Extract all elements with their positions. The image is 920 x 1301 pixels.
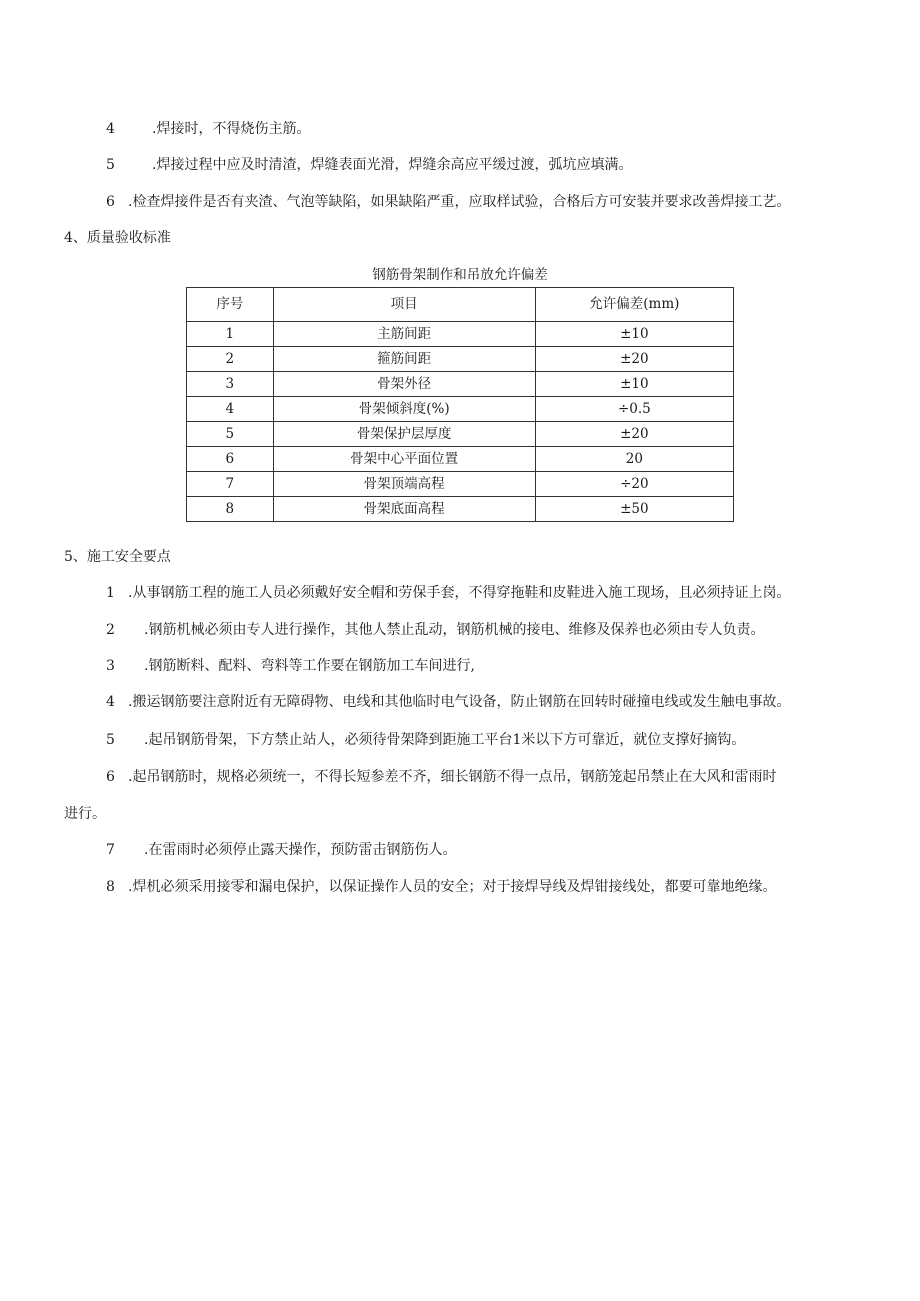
table-row <box>187 472 734 497</box>
item-text: .焊接时，不得烧伤主筋。 <box>152 121 311 137</box>
table-caption: 钢筋骨架制作和吊放允许偏差 <box>372 267 548 283</box>
weld-item-4 <box>106 119 310 139</box>
cell-number: 2 <box>187 347 274 372</box>
weld-item-6 <box>106 192 790 212</box>
header-cell-item: 项目 <box>273 288 535 322</box>
item-number: 6 <box>106 194 115 210</box>
header-cell-number: 序号 <box>187 288 274 322</box>
cell-number: 1 <box>187 322 274 347</box>
item-number: 2 <box>106 622 115 638</box>
section-4-title: 4、质量验收标准 <box>64 230 171 246</box>
table-row <box>187 447 734 472</box>
table-row <box>187 422 734 447</box>
table-row <box>187 322 734 347</box>
safety-item-8 <box>106 877 776 897</box>
cell-tolerance: 20 <box>535 447 733 472</box>
cell-number: 6 <box>187 447 274 472</box>
item-text: .在雷雨时必须停止露天操作，预防雷击钢筋伤人。 <box>144 842 457 858</box>
safety-item-5 <box>106 730 745 750</box>
item-text: .钢筋机械必须由专人进行操作，其他人禁止乱动，钢筋机械的接电、维修及保养也必须由专人负责。 <box>144 622 765 638</box>
weld-item-5 <box>106 155 632 175</box>
cell-tolerance: ±20 <box>535 347 733 372</box>
cell-item: 骨架中心平面位置 <box>273 447 535 472</box>
cell-tolerance: ±50 <box>535 497 733 522</box>
item-number: 7 <box>106 842 115 858</box>
table-row <box>187 397 734 422</box>
item-text: .钢筋断料、配料、弯料等工作要在钢筋加工车间进行, <box>144 658 475 674</box>
cell-item: 骨架顶端高程 <box>273 472 535 497</box>
item-text: .焊机必须采用接零和漏电保护，以保证操作人员的安全；对于接焊导线及焊钳接线处，都要可靠地绝缘。 <box>128 879 777 895</box>
item-number: 1 <box>106 585 115 601</box>
cell-number: 7 <box>187 472 274 497</box>
cell-number: 4 <box>187 397 274 422</box>
cell-tolerance: ±20 <box>535 422 733 447</box>
safety-item-1 <box>106 583 790 603</box>
item-number: 5 <box>106 732 115 748</box>
item-text: .起吊钢筋骨架，下方禁止站人，必须待骨架降到距施工平台1米以下方可靠近，就位支撑好摘钩。 <box>144 732 746 748</box>
section-5-title: 5、施工安全要点 <box>64 549 171 565</box>
item-number: 4 <box>106 121 115 137</box>
cell-number: 3 <box>187 372 274 397</box>
cell-item: 骨架保护层厚度 <box>273 422 535 447</box>
cell-tolerance: ±10 <box>535 322 733 347</box>
item-number: 6 <box>106 769 115 785</box>
table-header-row <box>187 288 734 322</box>
cell-tolerance: ±10 <box>535 372 733 397</box>
cell-item: 骨架外径 <box>273 372 535 397</box>
item-text: .从事钢筋工程的施工人员必须戴好安全帽和劳保手套，不得穿拖鞋和皮鞋进入施工现场，且必须持证上岗。 <box>128 585 791 601</box>
cell-item: 箍筋间距 <box>273 347 535 372</box>
table-row <box>187 372 734 397</box>
item-text: .检查焊接件是否有夹渣、气泡等缺陷，如果缺陷严重，应取样试验，合格后方可安装并要求改善焊接工艺。 <box>128 194 791 210</box>
header-cell-tolerance: 允许偏差(mm) <box>535 288 733 322</box>
safety-item-7 <box>106 840 456 860</box>
safety-item-6-continuation: 进行。 <box>64 806 106 822</box>
cell-number: 5 <box>187 422 274 447</box>
safety-item-6 <box>106 767 776 787</box>
cell-tolerance: ÷0.5 <box>535 397 733 422</box>
cell-item: 骨架底面高程 <box>273 497 535 522</box>
cell-item: 主筋间距 <box>273 322 535 347</box>
safety-item-3 <box>106 656 475 676</box>
item-number: 8 <box>106 879 115 895</box>
item-number: 5 <box>106 157 115 173</box>
table-row <box>187 497 734 522</box>
item-text: .搬运钢筋要注意附近有无障碍物、电线和其他临时电气设备，防止钢筋在回转时碰撞电线或发生触电事故。 <box>128 694 791 710</box>
safety-item-2 <box>106 620 764 640</box>
item-number: 3 <box>106 658 115 674</box>
cell-number: 8 <box>187 497 274 522</box>
item-text: .焊接过程中应及时清渣，焊缝表面光滑，焊缝余高应平缓过渡，弧坑应填满。 <box>152 157 633 173</box>
tolerance-table <box>186 287 734 522</box>
cell-tolerance: ÷20 <box>535 472 733 497</box>
table-row <box>187 347 734 372</box>
safety-item-4 <box>106 692 790 712</box>
item-number: 4 <box>106 694 115 710</box>
item-text: .起吊钢筋时，规格必须统一，不得长短参差不齐，细长钢筋不得一点吊，钢筋笼起吊禁止在大风和雷雨时 <box>128 769 777 785</box>
cell-item: 骨架倾斜度(%) <box>273 397 535 422</box>
